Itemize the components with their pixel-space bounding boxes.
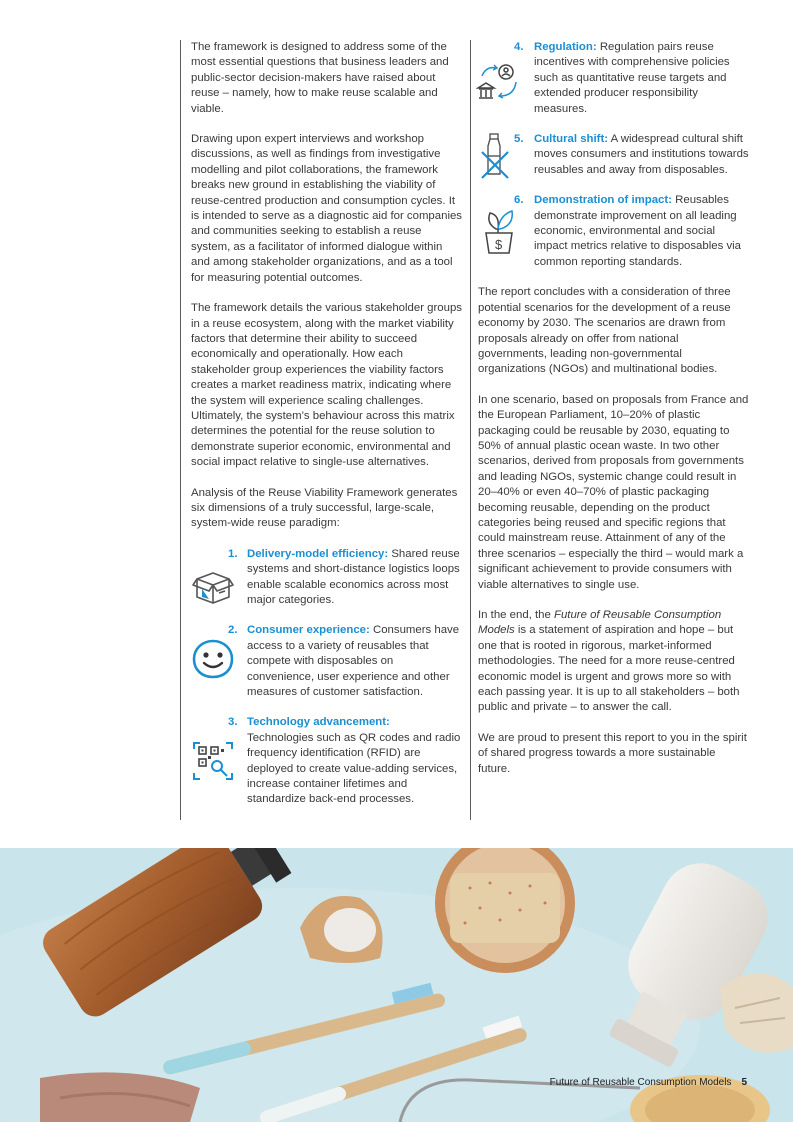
paragraph: The framework details the various stakeholder groups in a reuse ecosystem, along with the market viability factors that determine their ability to succeed economically and operationally. How each stakeholder group experiences the viability factors creates a market readiness matrix, indicating where the system will experience scaling challenges. Ultimately, the system’s behaviour across this matrix determines the potential for the reuse solution to demonstrate superior economic, environmental and social impact relative to single-use alternatives. xyxy=(191,302,462,469)
government-cycle-icon xyxy=(476,62,520,106)
item-body xyxy=(247,715,463,807)
item-number: 4. xyxy=(514,41,524,53)
item-body xyxy=(534,193,750,270)
qr-scan-icon xyxy=(191,739,235,783)
item-heading: Regulation: xyxy=(534,41,597,53)
report-title: Future of Reusable Consumption Models xyxy=(478,609,722,637)
item-heading: Consumer experience: xyxy=(247,624,370,637)
column-rule-center xyxy=(470,40,471,820)
smiley-icon xyxy=(191,637,235,681)
paragraph: Drawing upon expert interviews and workshop discussions, as well as findings from investigative modelling and pilot collaborations, the framework breaks new ground in establishing the viability of reuse-centred production and consumption cycles. It is intended to serve as a diagnostic aid for companies and communities seeking to establish a reuse system, as a facilitator of informed dialogue within and among stakeholder organizations, and as a tool for measuring potential outcomes. xyxy=(191,133,463,284)
svg-text:$: $ xyxy=(495,237,503,253)
item-heading: Delivery-model efficiency: xyxy=(247,547,389,560)
item-body xyxy=(534,132,750,178)
paragraph: We are proud to present this report to you in the spirit of shared progress towards a more sustainable future. xyxy=(478,731,747,775)
item-text: Regulation pairs reuse incentives with comprehensive policies such as quantitative reuse targets and extended producer responsibility measures. xyxy=(534,41,730,115)
item-number: 5. xyxy=(514,133,524,146)
box-icon xyxy=(191,565,235,609)
item-text: Technologies such as QR codes and radio frequency identification (RFID) are deployed to create value-adding services, increase container lifetimes and standardize back-end processes. xyxy=(247,731,461,806)
item-number: 3. xyxy=(228,716,238,729)
item-heading: Demonstration of impact: xyxy=(534,194,672,207)
item-body xyxy=(247,547,463,609)
dimension-item-impact xyxy=(478,193,750,270)
dimension-item-technology xyxy=(191,715,463,807)
page-number: 5 xyxy=(741,1077,747,1088)
left-column xyxy=(191,40,463,823)
paragraph: Analysis of the Reuse Viability Framework generates six dimensions of a truly successful, large-scale, system-wide reuse paradigm: xyxy=(191,486,458,530)
page-footer xyxy=(550,1077,747,1088)
item-heading: Cultural shift: xyxy=(534,133,609,146)
crossed-bottle-icon xyxy=(478,132,522,176)
dimension-item-regulation xyxy=(478,40,750,117)
footer-title: Future of Reusable Consumption Models xyxy=(549,1077,732,1088)
dimension-item-consumer xyxy=(191,623,463,700)
item-text: A widespread cultural shift moves consumers and institutions towards reusables and away from disposables. xyxy=(534,133,749,176)
item-number: 6. xyxy=(514,194,524,207)
item-body xyxy=(247,623,463,700)
item-number: 2. xyxy=(228,624,238,637)
paragraph: The framework is designed to address some of the most essential questions that business leaders and public-sector decision-makers have raised about reuse – namely, how to make reuse scalable and viable. xyxy=(191,41,449,115)
paragraph xyxy=(478,608,750,716)
item-text: Reusables demonstrate improvement on all leading economic, environmental and social impact metrics relative to disposables via common reporting standards. xyxy=(534,194,742,268)
dimension-item-delivery xyxy=(191,547,463,609)
item-heading: Technology advancement: xyxy=(247,716,390,729)
dimension-item-cultural xyxy=(478,132,750,178)
paragraph: In one scenario, based on proposals from France and the European Parliament, 10–20% of plastic packaging could be reusable by 2030, equating to 50% of annual plastic ocean waste. In two other scenarios, derived from proposals from governments and leading NGOs, systemic change could result in 20–40% or even 40–70% of plastic packaging becoming reusable, depending on the product categories being reused and specific regions that could mainstream reuse. Attainment of any of the three scenarios – especially the third – would mark a significant achievement to provide consumers with viable alternatives to single use. xyxy=(478,393,749,591)
item-body xyxy=(534,40,750,117)
paragraph-lead: In the end, the xyxy=(478,609,554,621)
paragraph: The report concludes with a consideration of three potential scenarios for the development of a reuse economy by 2030. The scenarios are drawn from proposals already on offer from national governments, leading non-governmental organizations (NGOs) and multinational bodies. xyxy=(478,286,731,376)
item-text: Consumers have access to a variety of reusables that compete with disposables on convenience, user experience and other measures of customer satisfaction. xyxy=(247,624,460,699)
item-text: Shared reuse systems and short-distance logistics loops enable scalable economics across most major categories. xyxy=(247,547,460,606)
paragraph-rest: is a statement of aspiration and hope – but one that is rooted in rigorous, market-informed methodologies. The need for a more reuse-centred economic model is urgent and grows more so with each passing year. It is up to all stakeholders – both public and private – to answer the call. xyxy=(478,624,740,714)
column-rule-left xyxy=(180,40,181,820)
leaf-dollar-icon xyxy=(482,207,526,251)
right-column xyxy=(478,40,750,792)
item-number: 1. xyxy=(228,547,238,560)
